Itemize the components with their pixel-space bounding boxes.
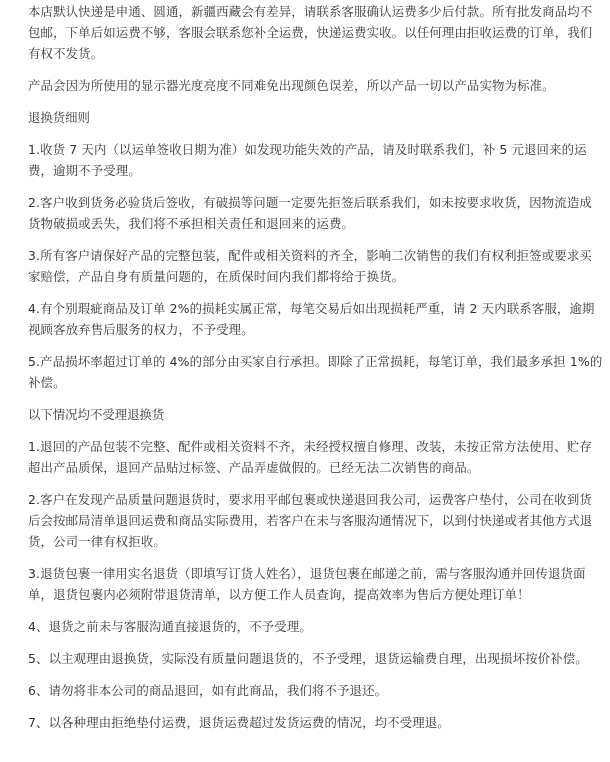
return-rules-heading: 退换货细则 <box>28 110 90 125</box>
no-return-item: 3.退货包裹一律用实名退货（即填写订货人姓名），退货包裹在邮递之前，需与客服沟通并回传退货面单，退货包裹内必须附带退货清单，以方便工作人员查询，提高效率为售后方便处理订单！ <box>28 566 586 602</box>
return-rule-item: 3.所有客户请保好产品的完整包装，配件或相关资料的齐全，影响二次销售的我们有权利拒签或要求买家赔偿，产品自身有质量问题的，在质保时间内我们都将给于换货。 <box>28 248 592 284</box>
return-rule-item: 2.客户收到货务必验货后签收，有破损等问题一定要先拒签后联系我们，如未按要求收货，因物流造成货物破损或丢失，我们将不承担相关责任和退回来的运费。 <box>28 195 592 231</box>
intro-color-paragraph: 产品会因为所使用的显示器光度亮度不同难免出现颜色误差，所以产品一切以产品实物为标准。 <box>28 78 555 93</box>
no-return-item: 4、退货之前未与客服沟通直接退货的，不予受理。 <box>28 619 312 634</box>
no-return-item: 1.退回的产品包装不完整、配件或相关资料不齐，未经授权擅自修理、改装，未按正常方法使用、贮存超出产品质保，退回产品贴过标签、产品弄虚做假的。已经无法二次销售的商品。 <box>28 439 592 475</box>
no-return-item: 6、请勿将非本公司的商品退回，如有此商品，我们将不予退还。 <box>28 683 388 698</box>
return-rule-item: 1.收货 7 天内（以运单签收日期为准）如发现功能失效的产品，请及时联系我们，补 5 元退回来的运费，逾期不予受理。 <box>28 142 587 178</box>
intro-shipping-paragraph: 本店默认快递是申通、圆通，新疆西藏会有差异，请联系客服确认运费多少后付款。所有批发商品均不包邮，下单后如运费不够，客服会联系您补全运费，快递运费实收。以任何理由拒收运费的订单，我们有权不发货。 <box>28 4 593 61</box>
no-return-item: 2.客户在发现产品质量问题退货时，要求用平邮包裹或快递退回我公司，运费客户垫付，公司在收到货后会按邮局清单退回运费和商品实际费用，若客户在未与客服沟通情况下，以到付快递或者其他方式退货，公司一律有权拒收。 <box>28 492 593 549</box>
no-return-item: 5、以主观理由退换货，实际没有质量问题退货的，不予受理，退货运输费自理，出现损坏按价补偿。 <box>28 651 588 666</box>
no-return-item: 7、以各种理由拒绝垫付运费，退货运费超过发货运费的情况，均不受理退。 <box>28 715 450 730</box>
return-rule-item: 4.有个别瑕疵商品及订单 2%的损耗实属正常，每笔交易后如出现损耗严重，请 2 天内联系客服，逾期视顾客放弃售后服务的权力，不予受理。 <box>28 301 595 337</box>
no-return-heading: 以下情况均不受理退换货 <box>28 407 165 422</box>
return-rule-item: 5.产品损坏率超过订单的 4%的部分由买家自行承担。即除了正常损耗，每笔订单，我们最多承担 1%的补偿。 <box>28 354 603 390</box>
